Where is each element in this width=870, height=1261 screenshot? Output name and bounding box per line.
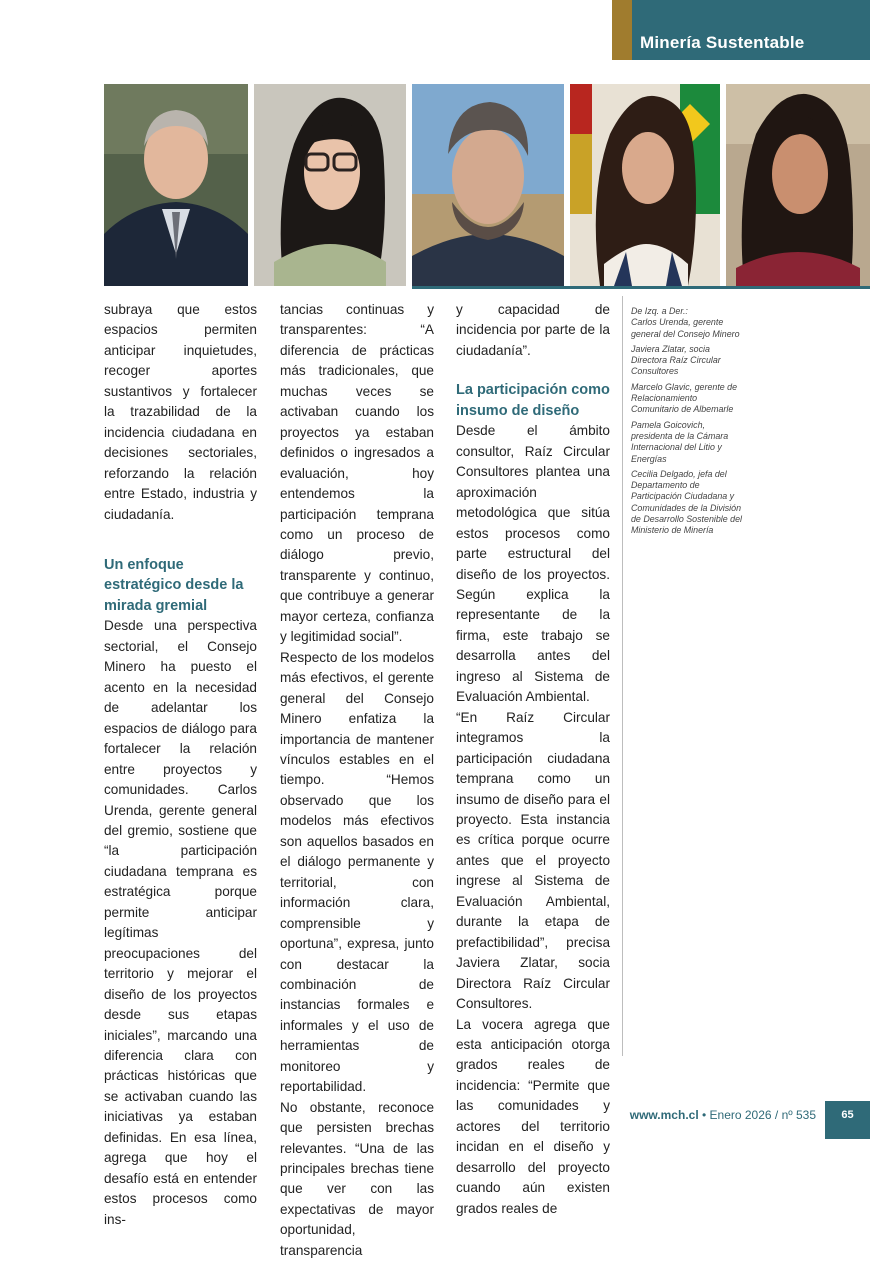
body-paragraph: Respecto de los modelos más efectivos, el gerente general del Consejo Minero enfatiza la importancia de mantener vínculos estables en el tiempo. “Hemos observado que los modelos más efectivos son aquellos basados en el diálogo permanente y territorial, con información clara, comprensible y oportuna”, expresa, junto con destacar la combinación de instancias formales e informales y el uso de herramientas de monitoreo y reportabilidad. xyxy=(280,649,434,1095)
photo-underline xyxy=(412,286,870,289)
caption-item: Marcelo Glavic, gerente de Relacionamiento Comunitario de Albemarle xyxy=(631,381,738,415)
section-tab-accent xyxy=(612,0,632,60)
article-column-1 xyxy=(104,300,257,1230)
portrait-strip xyxy=(104,84,870,286)
body-paragraph: Desde el ámbito consultor, Raíz Circular Consultores plantea una aproximación metodológica que sitúa estos procesos como parte estructural del diseño de los proyectos. Según explica la representante de la firma, este trabajo se desarrolla antes del ingreso al Sistema de Evaluación Ambiental. xyxy=(456,423,610,705)
subheading: La participación como insumo de diseño xyxy=(456,382,610,419)
article-column-3 xyxy=(456,300,610,1219)
portrait-photo-cecilia-delgado xyxy=(726,84,870,286)
page-number-box xyxy=(825,1101,870,1139)
body-paragraph: y capacidad de incidencia por parte de la ciudadanía”. xyxy=(456,302,610,358)
article-column-2 xyxy=(280,300,434,1261)
footer-issue: Enero 2026 / nº 535 xyxy=(709,1108,816,1122)
body-paragraph: subraya que estos espacios permiten anticipar inquietudes, recoger aportes sustantivos y fortalecer la trazabilidad de la incidencia ciudadana en decisiones sectoriales, reforzando la relación entre Estado, industria y ciudadanía. xyxy=(104,302,257,522)
caption-item: Carlos Urenda, gerente general del Consejo Minero xyxy=(631,317,740,339)
page-number: 65 xyxy=(841,1109,854,1121)
section-title: Minería Sustentable xyxy=(640,33,805,52)
caption-item: Javiera Zlatar, socia Directora Raíz Circular Consultores xyxy=(631,343,721,377)
photo-caption xyxy=(631,306,743,541)
portrait-photo-carlos-urenda xyxy=(104,84,248,286)
body-paragraph: La vocera agrega que esta anticipación otorga grados reales de incidencia: “Permite que las comunidades y actores del territorio incidan en el diseño y desarrollo del proyecto cuando aún existen grados reales de xyxy=(456,1016,610,1216)
body-paragraph: Desde una perspectiva sectorial, el Consejo Minero ha puesto el acento en la necesidad de adelantar los espacios de diálogo para fortalecer la relación entre proyectos y comunidades. Carlos Urenda, gerente general del gremio, sostiene que “la participación ciudadana temprana es estratégica porque permite anticipar legítimas preocupaciones del territorio y mejorar el diseño de los proyectos desde sus etapas iniciales”, marcando una diferencia clara con prácticas históricas que se activaban cuando las iniciativas ya estaban definidas. En esa línea, agrega que hoy el desafío está en entender estos procesos como ins- xyxy=(104,618,257,1227)
portrait-photo-javiera-zlatar xyxy=(254,84,406,286)
body-paragraph: No obstante, reconoce que persisten brechas relevantes. “Una de las principales brechas tiene que ver con las expectativas de mayor oportunidad, transparencia xyxy=(280,1099,434,1258)
footer-separator: • xyxy=(698,1108,710,1122)
subheading: Un enfoque estratégico desde la mirada gremial xyxy=(104,556,244,614)
page-footer xyxy=(580,1108,816,1122)
caption-item: Pamela Goicovich, presidenta de la Cámara Internacional del Litio y Energías xyxy=(631,419,729,464)
section-tab xyxy=(612,0,870,60)
footer-url[interactable]: www.mch.cl xyxy=(629,1108,699,1122)
column-divider xyxy=(622,296,623,1056)
caption-lead: De Izq. a Der.: xyxy=(631,306,688,316)
body-paragraph: tancias continuas y transparentes: “A diferencia de prácticas más tradicionales, que muchas veces se activaban cuando los proyectos ya estaban definidos o ingresados a evaluación, hoy entendemos la participación temprana como un proceso de diálogo previo, transparente y continuo, que contribuye a generar mayor certeza, confianza y legitimidad social”. xyxy=(280,302,434,645)
portrait-photo-marcelo-glavic xyxy=(412,84,564,286)
body-paragraph: “En Raíz Circular integramos la participación ciudadana temprana como un insumo de diseño para el proyecto. Esta instancia es crítica porque ocurre antes que el proyecto ingrese al Sistema de Evaluación Ambiental, durante la etapa de prefactibilidad”, precisa Javiera Zlatar, socia Directora Raíz Circular Consultores. xyxy=(456,709,610,1012)
caption-item: Cecilia Delgado, jefa del Departamento de Participación Ciudadana y Comunidades de la División de Desarrollo Sostenible del Ministerio de Minería xyxy=(631,468,743,536)
portrait-photo-pamela-goicovich xyxy=(570,84,720,286)
